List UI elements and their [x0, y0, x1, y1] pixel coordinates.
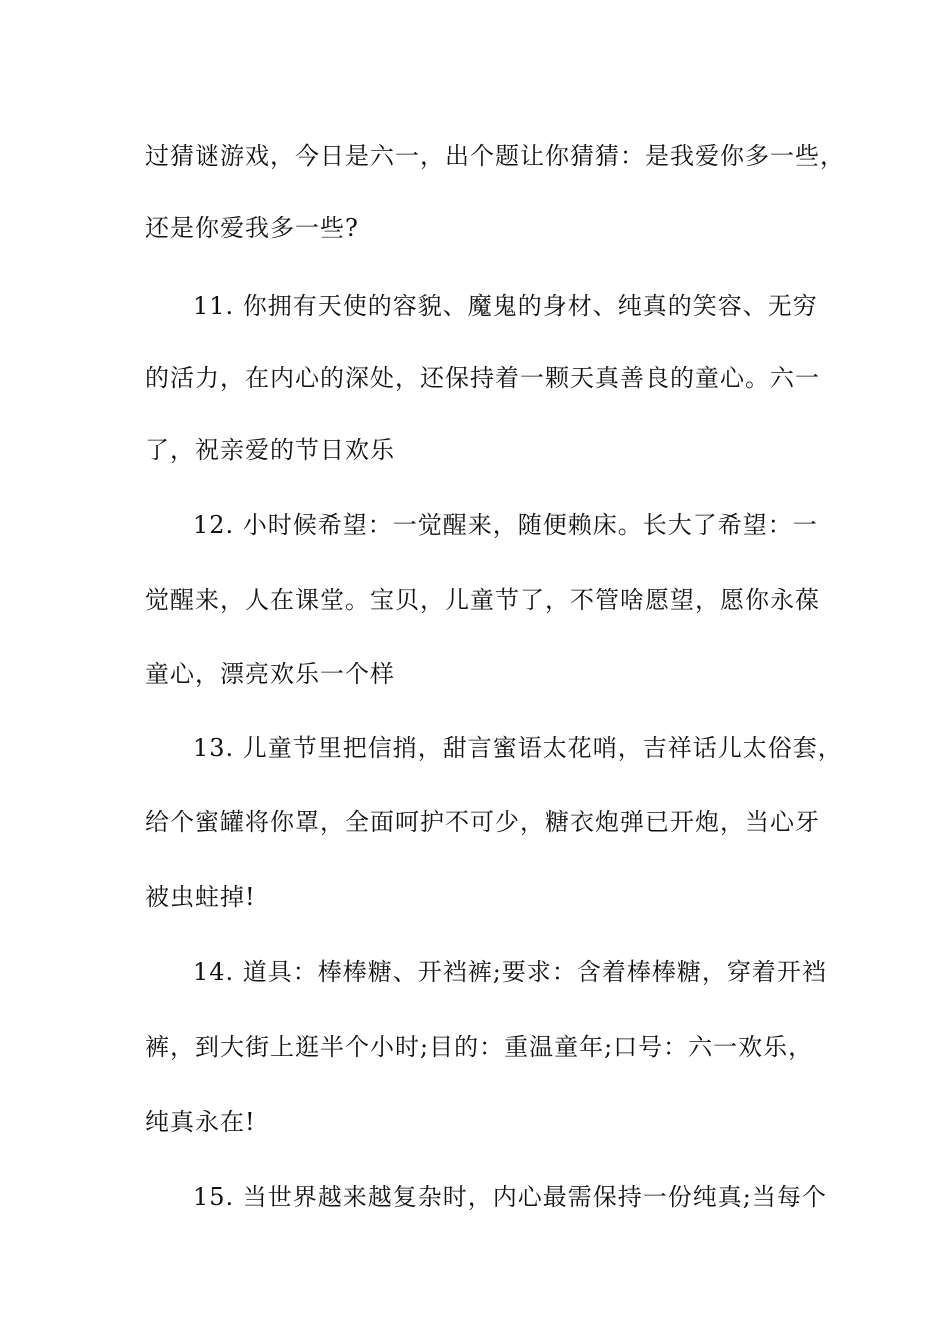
text-line: 还是你爱我多一些? [145, 214, 359, 242]
paragraph-13-line: 13. 儿童节里把信捎，甜言蜜语太花哨，吉祥话儿太俗套， [193, 734, 843, 762]
text-line: 的活力，在内心的深处，还保持着一颗天真善良的童心。六一 [145, 364, 820, 392]
text-line: 纯真永在! [145, 1108, 256, 1136]
text-line: 了，祝亲爱的节日欢乐 [145, 436, 395, 464]
text-line: 被虫蛀掉! [145, 883, 256, 911]
text-line: 给个蜜罐将你罩，全面呵护不可少，糖衣炮弹已开炮，当心牙 [145, 808, 820, 836]
text-line: 过猜谜游戏，今日是六一，出个题让你猜猜：是我爱你多一些， [145, 142, 845, 170]
text-line: 觉醒来，人在课堂。宝贝，儿童节了，不管啥愿望，愿你永葆 [145, 586, 820, 614]
paragraph-11-line: 11. 你拥有天使的容貌、魔鬼的身材、纯真的笑容、无穷 [193, 292, 818, 320]
text-line: 裤，到大街上逛半个小时;目的：重温童年;口号：六一欢乐， [145, 1033, 814, 1061]
paragraph-15-line: 15. 当世界越来越复杂时，内心最需保持一份纯真;当每个 [193, 1183, 827, 1211]
paragraph-14-line: 14. 道具：棒棒糖、开裆裤;要求：含着棒棒糖，穿着开裆 [193, 958, 827, 986]
paragraph-12-line: 12. 小时候希望：一觉醒来，随便赖床。长大了希望：一 [193, 511, 818, 539]
text-line: 童心，漂亮欢乐一个样 [145, 660, 395, 688]
